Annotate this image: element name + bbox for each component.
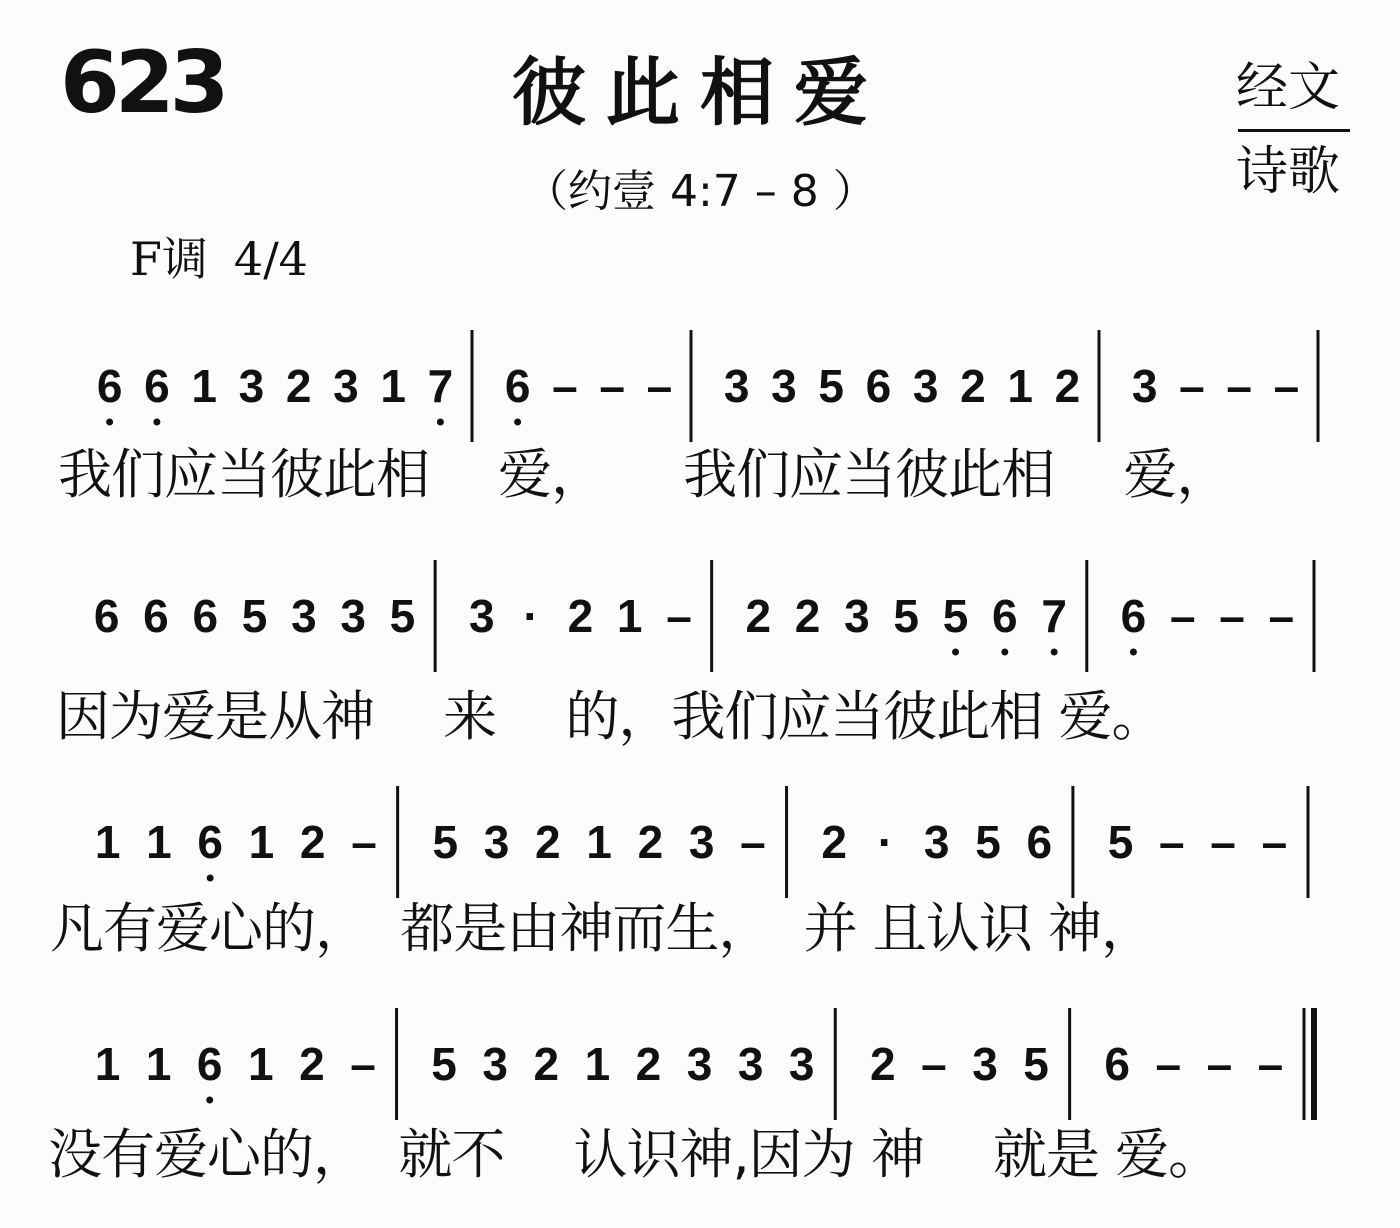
dash-note: – — [1261, 816, 1288, 868]
note: 5 — [818, 360, 844, 412]
note: 3 — [1131, 360, 1158, 412]
scripture-reference: （约壹 4:7 – 8 ） — [524, 166, 877, 217]
note: 6 — [865, 360, 892, 412]
note: 3 — [912, 360, 939, 412]
note: 3 — [238, 360, 265, 412]
note: 6 — [144, 360, 170, 412]
dot-note: · — [877, 816, 894, 868]
note: 2 — [635, 1038, 662, 1090]
dash-note: – — [1159, 816, 1185, 868]
note: 3 — [788, 1038, 815, 1090]
note: 6 — [196, 1038, 223, 1090]
note: 7 — [1041, 590, 1067, 642]
note: 1 — [248, 1038, 274, 1090]
dash-note: – — [1179, 360, 1205, 412]
time-signature: 4/4 — [233, 232, 308, 286]
note: 3 — [468, 590, 495, 642]
dash-note: – — [1257, 1038, 1284, 1090]
dash-note: – — [1169, 590, 1196, 642]
note: 1 — [146, 816, 172, 868]
note: 3 — [688, 816, 715, 868]
lyrics-line-3: 凡有爱心的， 都是由神而生， 并 且认识 神， — [50, 897, 1154, 960]
note: 3 — [923, 816, 950, 868]
dot-note: · — [523, 590, 539, 642]
lower-octave-dot — [1001, 649, 1008, 656]
note: 3 — [844, 590, 870, 642]
note: 6 — [197, 816, 223, 868]
note: 6 — [1026, 816, 1053, 868]
dash-note: – — [740, 816, 766, 868]
category-top: 经文 — [1236, 58, 1341, 118]
lower-octave-dot — [206, 1097, 213, 1104]
note: 1 — [248, 816, 275, 868]
note: 5 — [1107, 816, 1134, 868]
note: 7 — [427, 360, 454, 412]
note: 5 — [975, 816, 1001, 868]
hymn-title: 彼此相爱 — [512, 50, 888, 136]
note: 2 — [535, 816, 561, 868]
note: 5 — [1023, 1038, 1049, 1090]
note: 2 — [960, 360, 986, 412]
note: 1 — [1007, 360, 1033, 412]
note: 1 — [586, 816, 612, 868]
note: 1 — [584, 1038, 611, 1090]
note: 6 — [992, 590, 1018, 642]
lower-octave-dot — [514, 419, 521, 426]
note: 2 — [567, 590, 594, 642]
note: 3 — [291, 590, 317, 642]
dash-note: – — [1273, 360, 1300, 412]
dash-note: – — [599, 360, 625, 412]
note: 3 — [482, 1038, 508, 1090]
note: 1 — [145, 1038, 172, 1090]
hymn-number: 623 — [60, 33, 225, 133]
note: 1 — [94, 1038, 121, 1090]
note: 3 — [723, 360, 750, 412]
note: 5 — [942, 590, 969, 642]
note: 2 — [637, 816, 664, 868]
note: 2 — [1054, 360, 1081, 412]
dash-note: – — [921, 1038, 947, 1090]
lower-octave-dot — [1051, 649, 1058, 656]
note: 1 — [616, 590, 643, 642]
dash-note: – — [646, 360, 673, 412]
note: 2 — [299, 1038, 325, 1090]
dash-note: – — [666, 590, 692, 642]
note: 2 — [794, 590, 821, 642]
dash-note: – — [552, 360, 578, 412]
note: 3 — [771, 360, 797, 412]
note: 3 — [686, 1038, 713, 1090]
dash-note: – — [1219, 590, 1245, 642]
note: 3 — [972, 1038, 998, 1090]
category-bottom: 诗歌 — [1236, 142, 1341, 202]
note: 2 — [533, 1038, 560, 1090]
note: 6 — [93, 590, 120, 642]
dash-note: – — [350, 1038, 376, 1090]
note: 5 — [241, 590, 268, 642]
note: 5 — [432, 816, 459, 868]
note: 6 — [96, 360, 123, 412]
dash-note: – — [1155, 1038, 1182, 1090]
note: 3 — [737, 1038, 764, 1090]
note: 6 — [1120, 590, 1147, 642]
dash-note: – — [1226, 360, 1252, 412]
note: 3 — [340, 590, 366, 642]
lower-octave-dot — [437, 419, 444, 426]
lower-octave-dot — [1130, 649, 1137, 656]
note: 5 — [389, 590, 416, 642]
note: 2 — [821, 816, 847, 868]
note: 6 — [504, 360, 531, 412]
note: 2 — [299, 816, 326, 868]
dash-note: – — [351, 816, 377, 868]
note: 6 — [143, 590, 169, 642]
note: 1 — [380, 360, 406, 412]
note: 1 — [191, 360, 217, 412]
lyrics-line-1: 我们应当彼此相 爱， 我们应当彼此相 爱， — [58, 443, 1230, 506]
lower-octave-dot — [952, 649, 959, 656]
key-signature: F调 — [130, 232, 208, 286]
note: 1 — [94, 816, 121, 868]
note: 2 — [870, 1038, 896, 1090]
dash-note: – — [1268, 590, 1295, 642]
dash-note: – — [1206, 1038, 1233, 1090]
lyrics-line-2: 因为爱是从神 来 的，我们应当彼此相 爱。 — [56, 685, 1165, 748]
note: 5 — [431, 1038, 457, 1090]
lyrics-line-4: 没有爱心的， 就不 认识神,因为 神 就是 爱。 — [48, 1123, 1222, 1186]
lower-octave-dot — [207, 875, 214, 882]
note: 2 — [745, 590, 772, 642]
note: 6 — [192, 590, 219, 642]
note: 2 — [285, 360, 312, 412]
lower-octave-dot — [106, 419, 113, 426]
note: 5 — [893, 590, 920, 642]
note: 6 — [1104, 1038, 1130, 1090]
note: 3 — [483, 816, 510, 868]
lower-octave-dot — [153, 419, 160, 426]
note: 3 — [333, 360, 359, 412]
dash-note: – — [1210, 816, 1236, 868]
